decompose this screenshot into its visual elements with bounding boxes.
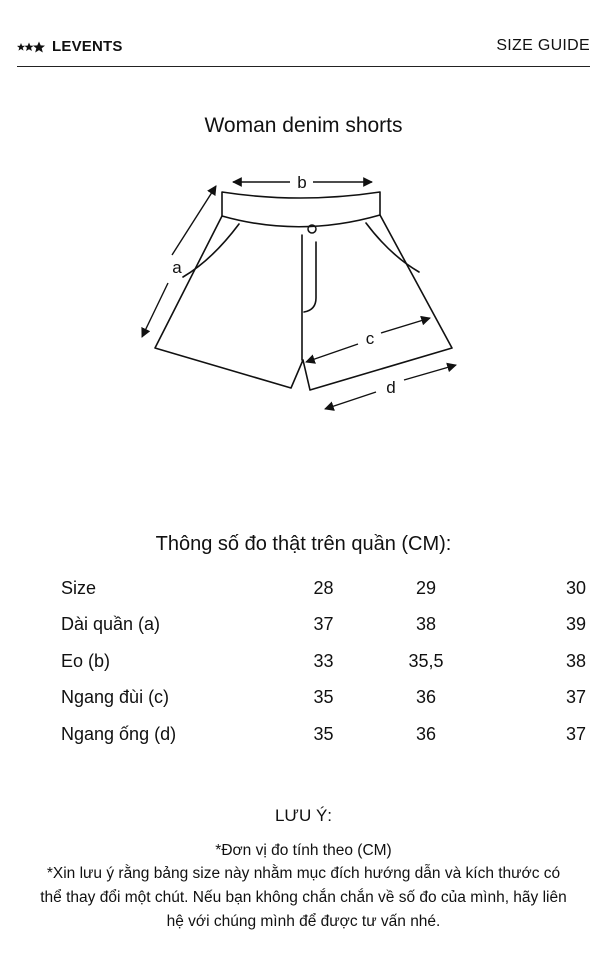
fly-stitch bbox=[304, 242, 316, 312]
header bbox=[17, 30, 590, 67]
cell: 33 bbox=[313, 650, 334, 671]
size-table bbox=[61, 570, 586, 753]
table-row bbox=[61, 680, 586, 717]
right-pocket bbox=[366, 223, 419, 272]
table-row bbox=[61, 607, 586, 644]
label-a: a bbox=[172, 258, 182, 277]
table-row bbox=[61, 643, 586, 680]
cell: 38 bbox=[565, 650, 586, 671]
size-guide-label: SIZE GUIDE bbox=[496, 37, 590, 54]
brand-logo[interactable] bbox=[17, 38, 123, 55]
shorts-outline bbox=[155, 192, 452, 390]
cell: 35,5 bbox=[408, 650, 444, 671]
table-row bbox=[61, 716, 586, 753]
cell: 37 bbox=[565, 687, 586, 708]
cell: 37 bbox=[565, 723, 586, 744]
measure-a-top bbox=[172, 186, 216, 255]
left-pocket bbox=[183, 224, 239, 277]
shorts-diagram bbox=[0, 160, 607, 430]
cell: 36 bbox=[415, 687, 437, 708]
product-title: Woman denim shorts bbox=[204, 114, 403, 137]
brand-name: LEVENTS bbox=[52, 38, 123, 55]
note-title: LƯU Ý: bbox=[274, 806, 333, 825]
note-body: *Xin lưu ý rằng bảng size này nhằm mục đích hướng dẫn và kích thước có thể thay đổi một chút. Nếu bạn không chắn chắn về số đo của mình, hãy liên hệ với chúng mình để được tư vấn nhé. bbox=[40, 865, 567, 930]
table-header-row bbox=[61, 570, 586, 607]
cell: 36 bbox=[415, 723, 437, 744]
size-30: 30 bbox=[565, 577, 586, 598]
waistband-line bbox=[222, 215, 380, 227]
stars-icon bbox=[17, 41, 51, 53]
spec-title: Thông số đo thật trên quần (CM): bbox=[155, 533, 452, 555]
row-label: Eo (b) bbox=[61, 650, 111, 671]
label-b: b bbox=[297, 173, 307, 192]
size-29: 29 bbox=[415, 577, 437, 598]
cell: 35 bbox=[313, 723, 334, 744]
measure-d-left bbox=[325, 392, 376, 409]
note-unit: *Đơn vị đo tính theo (CM) bbox=[215, 842, 392, 859]
label-d: d bbox=[386, 378, 396, 397]
measure-d-right bbox=[404, 365, 456, 380]
cell: 35 bbox=[313, 687, 334, 708]
cell: 38 bbox=[415, 614, 437, 635]
cell: 37 bbox=[313, 614, 334, 635]
label-c: c bbox=[365, 329, 375, 348]
cell: 39 bbox=[565, 614, 586, 635]
row-label: Ngang đùi (c) bbox=[61, 687, 170, 708]
size-28: 28 bbox=[313, 577, 334, 598]
measure-c-left bbox=[306, 344, 358, 362]
row-label: Dài quần (a) bbox=[61, 614, 161, 635]
measure-c-right bbox=[381, 318, 430, 333]
header-label: Size bbox=[61, 577, 97, 598]
row-label: Ngang ống (d) bbox=[61, 723, 177, 744]
